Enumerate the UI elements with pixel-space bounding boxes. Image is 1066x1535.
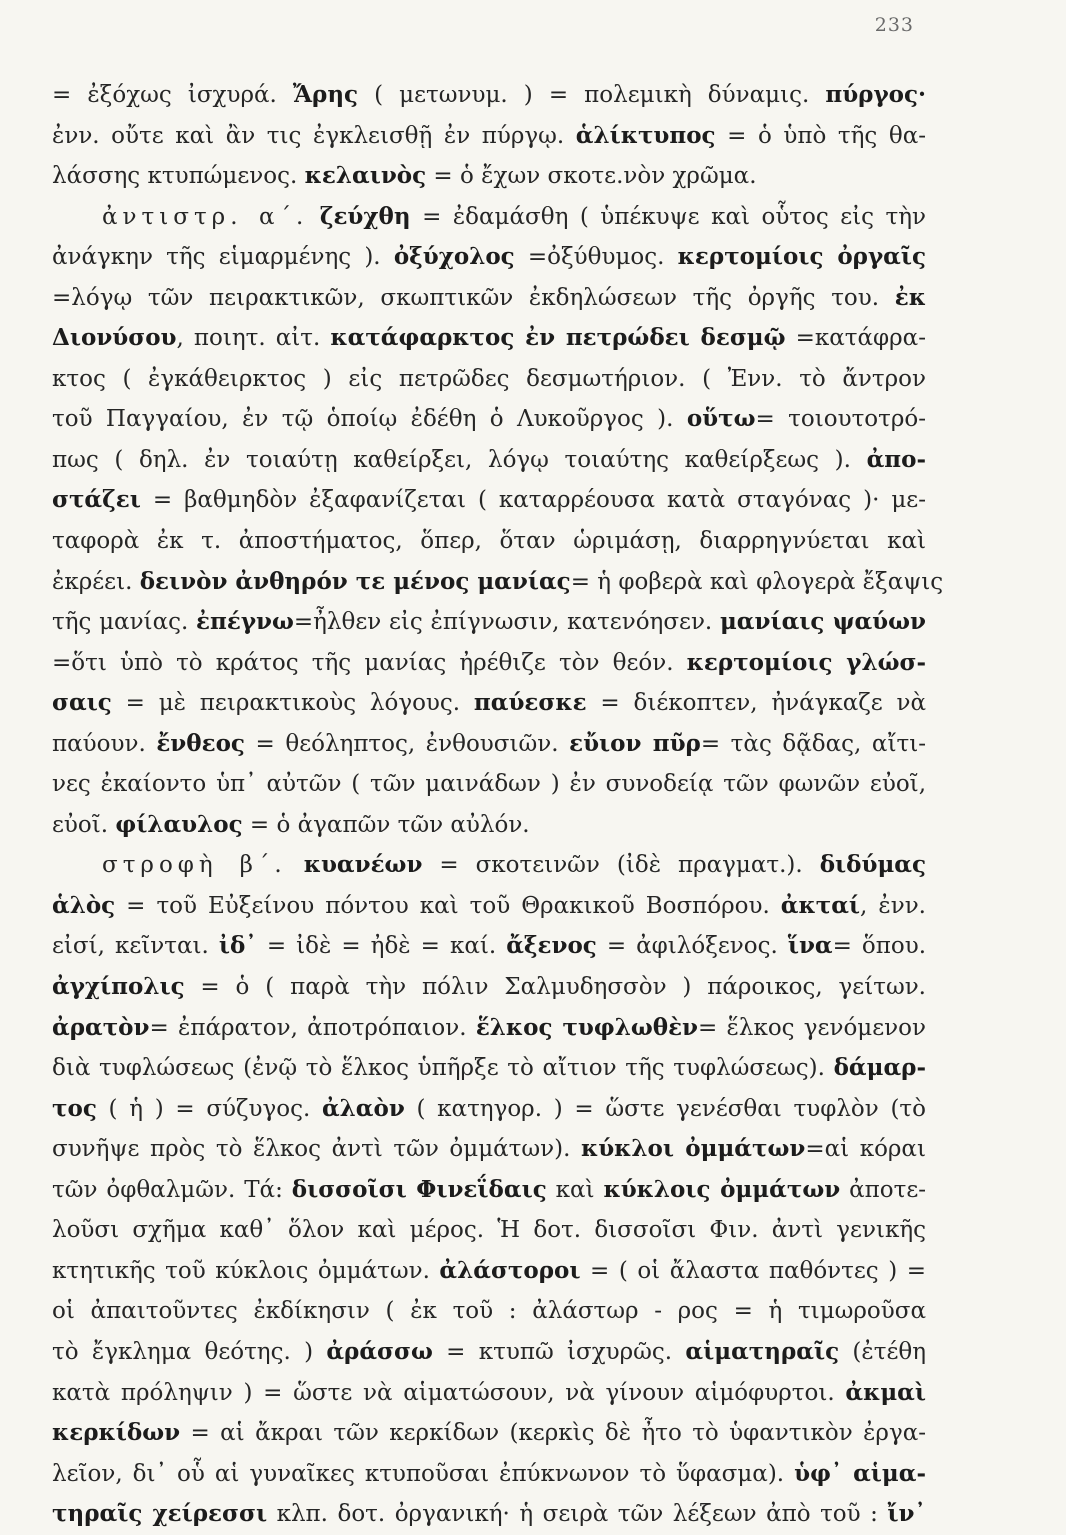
text-line [52, 1454, 926, 1495]
lemma: κερτομίοις γλώσ- [686, 648, 926, 676]
gloss-text: =κατάφρα- [785, 325, 926, 352]
gloss-text: = ὅπου. [832, 933, 927, 960]
gloss-text: οἱ ἀπαιτοῦντες ἐκδίκησιν ( ἐκ τοῦ : ἀλάστωρ - ρος = ἡ τιμωροῦσα [52, 1298, 926, 1325]
lemma: ὑφ᾽ αἱμα- [794, 1459, 926, 1487]
gloss-text: =ὀξύθυμος. [514, 244, 678, 271]
text-line [52, 1008, 926, 1049]
section-heading: στροφὴ β΄. [102, 852, 287, 879]
gloss-text: = σκοτεινῶν (ἰδὲ πραγματ.). [422, 852, 820, 879]
text-line [52, 237, 926, 278]
lemma: ἀλάστοροι [439, 1256, 581, 1284]
gloss-text: ἀνάγκην τῆς εἱμαρμένης ). [52, 244, 394, 271]
gloss-text: = ἐξόχως ἰσχυρά. [52, 82, 293, 108]
lemma: φίλαυλος [115, 810, 243, 838]
text-line [52, 1129, 926, 1170]
gloss-text: λοῦσι σχῆμα καθ᾽ ὅλον καὶ μέρος. Ἡ δοτ. δισσοῖσι Φιν. ἀντὶ γενικῆς [52, 1217, 926, 1244]
gloss-text: κλπ. δοτ. ὀργανική· ἡ σειρὰ τῶν λέξεων ἀπὸ τοῦ : [267, 1501, 888, 1528]
gloss-text: καὶ [546, 1176, 604, 1203]
gloss-text: =ἦλθεν εἰς ἐπίγνωσιν, κατενόησεν. [293, 609, 720, 636]
gloss-text: = ἐπάρατον, ἀποτρόπαιον. [149, 1014, 476, 1041]
gloss-text: τῆς μανίας. [52, 609, 197, 636]
gloss-text: ( κατηγορ. ) = ὥστε γενέσθαι τυφλὸν (τὸ [404, 1095, 926, 1122]
page-number: 233 [874, 14, 914, 36]
gloss-text: λεῖον, δι᾽ οὗ αἱ γυναῖκες κτυποῦσαι ἐπύκνωνον τὸ ὕφασμα). [52, 1460, 795, 1487]
gloss-text: λάσσης κτυπώμενος. [52, 163, 305, 190]
gloss-text: πως ( δηλ. ἐν τοιαύτῃ καθείρξει, λόγῳ τοιαύτης καθείρξεως ). [52, 446, 867, 473]
lemma: ἔνθεος [156, 729, 245, 757]
gloss-text: = τὰς δᾷδας, αἴτι- [700, 730, 926, 757]
text-line [52, 967, 926, 1008]
gloss-text: = βαθμηδὸν ἐξαφανίζεται ( καταρρέουσα κατὰ σταγόνας )· με- [140, 487, 926, 514]
text-line [52, 562, 944, 603]
lemma: εὔιον πῦρ [569, 729, 701, 757]
gloss-text: εἰσί, κεῖνται. [52, 933, 219, 960]
text-line [52, 521, 926, 562]
gloss-text: διὰ τυφλώσεως (ἐνῷ τὸ ἕλκος ὑπῆρξε τὸ αἴτιον τῆς τυφλώσεως). [52, 1055, 834, 1082]
text-line [52, 683, 926, 724]
lemma: ἕλκος τυφλωθὲν [475, 1013, 699, 1041]
gloss-text: = ἡ φοβερὰ καὶ φλογερὰ ἔξαψις [570, 568, 944, 595]
gloss-text [287, 852, 304, 878]
text-line [52, 480, 926, 521]
lemma: κύκλοι ὀμμάτων [580, 1135, 806, 1163]
commentary-text [52, 75, 944, 1535]
gloss-text: = μὲ πειρακτικοὺς λόγους. [111, 690, 474, 717]
text-line [52, 156, 926, 197]
text-line [52, 1373, 926, 1414]
gloss-text: εὐοῖ. [52, 811, 116, 838]
text-line [52, 1048, 926, 1089]
gloss-text: = ἐδαμάσθη ( ὑπέκυψε καὶ οὗτος εἰς τὴν [410, 203, 927, 230]
lemma: σαις [52, 689, 112, 717]
gloss-text: συνῆψε πρὸς τὸ ἕλκος ἀντὶ τῶν ὀμμάτων). [52, 1136, 581, 1163]
lemma: δεινὸν ἀνθηρόν τε μένος μανίας [139, 567, 571, 595]
gloss-text: = ἰδὲ = ἠδὲ = καί. [256, 933, 507, 960]
gloss-text: = ὁ ἀγαπῶν τῶν αὐλόν. [242, 811, 530, 838]
text-line [52, 805, 926, 846]
lemma: αἱματηραῖς [685, 1337, 840, 1365]
gloss-text: = ἀφιλόξενος. [596, 933, 788, 960]
text-line [52, 602, 926, 643]
gloss-text: , ποιητ. αἰτ. [176, 325, 331, 352]
lemma: δάμαρ- [833, 1054, 926, 1082]
section-heading: ἀντιστρ. α΄. [102, 203, 309, 230]
text-line [52, 886, 926, 927]
lemma: ἵνα [787, 932, 833, 960]
lemma: τηραῖς χείρεσσι [52, 1500, 268, 1528]
lemma: κερτομίοις ὀργαῖς [677, 243, 926, 271]
gloss-text: = διέκοπτεν, ἠνάγκαζε νὰ [586, 690, 926, 717]
text-line [52, 926, 926, 967]
lemma: ἀκμαὶ [845, 1378, 926, 1406]
lemma: ἄξενος [506, 932, 597, 960]
gloss-text: τῶν ὀφθαλμῶν. Τά: [52, 1176, 292, 1203]
text-line [52, 116, 926, 157]
gloss-text: =ὅτι ὑπὸ τὸ κράτος τῆς μανίας ἠρέθιζε τὸν θεόν. [52, 649, 687, 676]
gloss-text: παύουν. [52, 730, 157, 757]
lemma: ἀπο- [866, 445, 926, 473]
lemma: κερκίδων [52, 1419, 181, 1447]
gloss-text: νες ἐκαίοντο ὑπ᾽ αὐτῶν ( τῶν μαινάδων ) ἐν συνοδείᾳ τῶν φωνῶν εὐοῖ, [52, 771, 926, 798]
lemma: ἀράσσω [326, 1337, 433, 1365]
text-line [52, 1210, 926, 1251]
lemma: κύκλοις ὀμμάτων [603, 1175, 841, 1203]
lemma: διδύμας [819, 851, 926, 879]
lemma: δισσοῖσι Φινεΐδαις [291, 1175, 547, 1203]
gloss-text: = κτυπῶ ἰσχυρῶς. [432, 1338, 686, 1365]
gloss-text: = αἱ ἄκραι τῶν κερκίδων (κερκὶς δὲ ἦτο τὸ ὑφαντικὸν ἐργα- [180, 1420, 926, 1447]
lemma: ἀρατὸν [52, 1013, 150, 1041]
text-line [52, 845, 926, 886]
gloss-text: = ( οἱ ἄλαστα παθόντες ) = [580, 1257, 926, 1284]
gloss-text: τοῦ Παγγαίου, ἐν τῷ ὁποίῳ ἐδέθη ὁ Λυκοῦργος ). [52, 406, 687, 433]
text-line [52, 197, 926, 238]
gloss-text: =λόγῳ τῶν πειρακτικῶν, σκωπτικῶν ἐκδηλώσεων τῆς ὀργῆς του. [52, 284, 895, 311]
text-line [52, 399, 926, 440]
text-line [52, 1089, 926, 1130]
lemma: κυανέων [303, 851, 423, 879]
lemma: μανίαις ψαύων [719, 608, 927, 636]
gloss-text [308, 204, 319, 230]
lemma: Ἄρης [292, 81, 359, 108]
gloss-text: = ὁ ὑπὸ τῆς θα- [715, 122, 926, 149]
lemma: ἰδ᾽ [218, 932, 257, 960]
text-line [52, 318, 926, 359]
gloss-text: = τοιουτοτρό- [755, 406, 927, 433]
gloss-text: , ἐνν. [860, 892, 926, 919]
lemma: ζεύχθη [319, 202, 411, 230]
text-line [52, 359, 926, 400]
lemma: στάζει [52, 486, 141, 514]
text-line [52, 75, 926, 116]
gloss-text: = ὁ ( παρὰ τὴν πόλιν Σαλμυδησσὸν ) πάροικος, γείτων. [184, 974, 926, 1001]
gloss-text: ἐνν. οὔτε καὶ ἂν τις ἐγκλεισθῇ ἐν πύργῳ. [52, 122, 576, 149]
lemma: κατάφαρκτος ἐν πετρώδει δεσμῷ [330, 324, 786, 352]
text-line [52, 643, 926, 684]
text-line [52, 1291, 926, 1332]
text-line [52, 1332, 926, 1373]
gloss-text: τὸ ἔγκλημα θεότης. ) [52, 1338, 327, 1365]
lemma: Διονύσου [52, 324, 177, 352]
gloss-text: = τοῦ Εὐξείνου πόντου καὶ τοῦ Θρακικοῦ Βοσπόρου. [115, 892, 781, 919]
lemma: ἀγχίπολις [52, 973, 185, 1001]
gloss-text: ἐκρέει. [52, 568, 140, 595]
lemma: ἴν᾽ [887, 1500, 926, 1528]
lemma: τος [52, 1094, 97, 1122]
gloss-text: =αἱ κόραι [805, 1136, 926, 1163]
lemma: ἀλαὸν [321, 1094, 405, 1122]
gloss-text: ( ἡ ) = σύζυγος. [96, 1095, 322, 1122]
lemma: οὕτω [686, 405, 756, 433]
text-line [52, 1170, 926, 1211]
lemma: ὀξύχολος [393, 243, 515, 271]
lemma: ἐκ [894, 283, 926, 311]
text-line [52, 440, 926, 481]
gloss-text: κτητικῆς τοῦ κύκλοις ὀμμάτων. [52, 1257, 440, 1284]
lemma: ἐπέγνω [196, 608, 294, 636]
lemma: πύργος· [825, 81, 926, 108]
text-line [52, 1413, 926, 1454]
gloss-text: = ὁ ἔχων σκοτε.νὸν χρῶμα. [426, 163, 757, 190]
lemma: ἁλίκτυπος [575, 121, 716, 149]
lemma: κελαινὸς [304, 162, 427, 190]
text-line [52, 724, 926, 765]
gloss-text: κτος ( ἐγκάθειρκτος ) εἰς πετρῶδες δεσμωτήριον. ( Ἐνν. τὸ ἄντρον [52, 365, 926, 392]
gloss-text: κατὰ πρόληψιν ) = ὥστε νὰ αἱματώσουν, νὰ γίνουν αἱμόφυρτοι. [52, 1379, 846, 1406]
lemma: ἀκταί [780, 891, 861, 919]
text-line [52, 764, 926, 805]
text-line [52, 278, 926, 319]
gloss-text: ταφορὰ ἐκ τ. ἀποστήματος, ὅπερ, ὅταν ὡριμάσῃ, διαρρηγνύεται καὶ [52, 528, 926, 555]
text-line [52, 1251, 926, 1292]
gloss-text: ἀποτε- [840, 1176, 927, 1203]
text-line [52, 1494, 926, 1535]
gloss-text: = ἕλκος γενόμενον [698, 1014, 926, 1041]
gloss-text: ( μετωνυμ. ) = πολεμικὴ δύναμις. [358, 82, 826, 108]
lemma: παύεσκε [473, 689, 587, 717]
gloss-text: = θεόληπτος, ἐνθουσιῶν. [244, 730, 570, 757]
gloss-text: (ἐτέθη [839, 1338, 926, 1365]
lemma: ἁλὸς [52, 891, 116, 919]
